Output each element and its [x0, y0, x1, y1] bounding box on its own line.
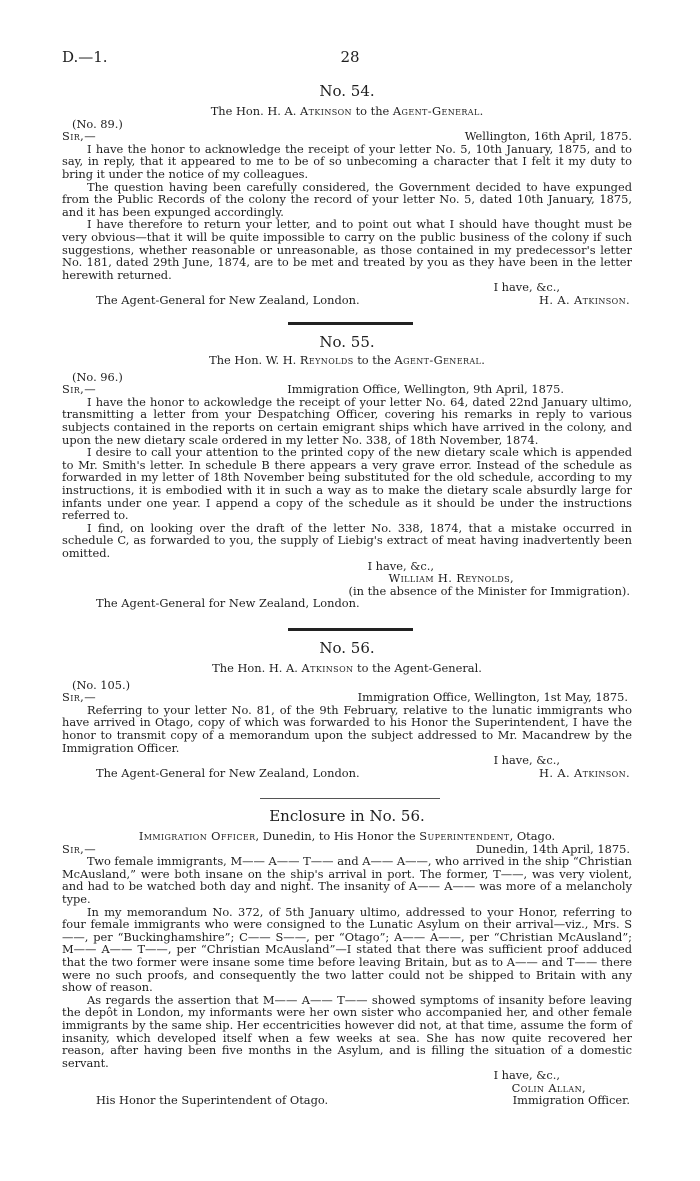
salutation: Sir,—	[62, 129, 96, 144]
place-date: Immigration Office, Wellington, 9th April, 1875.	[287, 382, 564, 397]
letter-reference: (No. 89.)	[72, 116, 123, 131]
signature-title: Immigration Officer.	[512, 1093, 630, 1108]
letter-reference: (No. 105.)	[72, 677, 131, 692]
document-id: D.—1.	[62, 48, 108, 66]
signature: H. A. Atkinson.	[538, 292, 630, 307]
letter-title: The Hon. H. A. Atkinson to the Agent-General.	[212, 661, 482, 675]
salutation: Sir,—	[62, 841, 96, 856]
signature: Colin Allan,	[511, 1080, 586, 1095]
addressee: His Honor the Superintendent of Otago.	[96, 1093, 329, 1108]
place-date: Dunedin, 14th April, 1875.	[475, 841, 630, 856]
addressee-row	[62, 294, 632, 307]
paragraph: I have the honor to ackowledge the receipt of your letter No. 64, dated 22nd January ultimo, transmitting a letter from your Despatching Officer, covering his remarks in reply to various subjects contained in the reports on certain emigrant ships which have arrived in the colony, and upon the new dietary scale ordered in my letter No. 338, of 18th November, 1874.	[62, 394, 632, 447]
paragraph: I have the honor to acknowledge the receipt of your letter No. 5, 10th January, 1875, and to say, in reply, that it appeared to me to be of so unbecoming a character that I felt it my duty to bring it under the notice of my colleagues.	[62, 141, 632, 181]
section-divider	[288, 628, 413, 631]
salutation-row	[62, 383, 632, 396]
enclosure-heading: Enclosure in No. 56.	[269, 807, 425, 825]
salutation-row	[62, 130, 632, 143]
addressee: The Agent-General for New Zealand, London.	[96, 765, 360, 780]
signature: H. A. Atkinson.	[538, 765, 630, 780]
closing: I have, &c.,	[493, 753, 560, 768]
paragraph: I find, on looking over the draft of the letter No. 338, 1874, that a mistake occurred in schedule C, as forwarded to you, the supply of Liebig's extract of meat having inadvertently been omitted.	[62, 520, 632, 560]
paragraph: As regards the assertion that M—— A—— T—— showed symptoms of insanity before leaving the depôt in London, my informants were her own sister who accompanied her, and other female immigrants by the same ship. Her eccentricities however did not, at that time, assume the form of insanity, which developed itself when a few weeks at sea. She has now quite recovered her reason, after having been five months in the Asylum, and is filling the situation of a domestic servant.	[62, 992, 632, 1070]
letter-56	[62, 640, 632, 779]
place-date: Immigration Office, Wellington, 1st May, 1875.	[357, 690, 628, 705]
salutation: Sir,—	[62, 382, 96, 397]
section-divider	[288, 322, 413, 325]
paragraph: Two female immigrants, M—— A—— T—— and A—— A——, who arrived in the ship “Christian McAusland,” were both insane on the ship's arrival in port. The former, T——, was very violent, and had to be watched both day and night. The insanity of A—— A—— was more of a melancholy type.	[62, 854, 632, 906]
signature: William H. Reynolds,	[388, 571, 514, 586]
closing: I have, &c.,	[493, 280, 560, 295]
paragraph: I desire to call your attention to the printed copy of the new dietary scale which is appended to Mr. Smith's letter. In schedule B there appears a very grave error. Instead of the schedule as forwarded in my letter of 18th November being substituted for the old schedule, according to my instructions, it is embodied with it in such a way as to make the dietary scale absurdly large for infants under one year. I append a copy of the schedule as it should be under the instructions referred to.	[62, 445, 632, 523]
paragraph: The question having been carefully considered, the Government decided to have expunged from the Public Records of the colony the record of your letter No. 5, dated 10th January, 1875, and it has been expunged accordingly.	[62, 179, 632, 219]
salutation-row	[62, 691, 632, 704]
paragraph: In my memorandum No. 372, of 5th January ultimo, addressed to your Honor, referring to four female immigrants who were consigned to the Lunatic Asylum on their arrival—viz., Mrs. S——, per “Buckinghamshire”; C—— S——, per “Otago”; A—— A——, per “Christian McAusland”; M—— A—— T——, per “Christian McAusland”—I stated that there was sufficient proof adduced that the two former were insane some time before leaving Britain, but as to A—— and T—— there were no such proofs, and consequently the two latter could not be shipped to Britain with any show of reason.	[62, 904, 632, 995]
letter-reference: (No. 96.)	[72, 369, 123, 384]
letter-number: No. 54.	[319, 82, 375, 100]
enclosure-title: Immigration Officer, Dunedin, to His Honor the Superintendent, Otago.	[138, 829, 556, 843]
paragraph: I have therefore to return your letter, and to point out what I should have thought must be very obvious—that it will be quite impossible to carry on the public business of the colony if such suggestions, whether reasonable or unreasonable, as those contained in my predecessor's letter No. 181, dated 29th June, 1874, are to be met and treated by you as they have been in the letter herewith returned.	[62, 217, 632, 282]
section-divider	[260, 798, 440, 799]
closing: I have, &c.,	[367, 558, 434, 573]
place-date: Wellington, 16th April, 1875.	[464, 129, 632, 144]
paragraph: Referring to your letter No. 81, of the 9th February, relative to the lunatic immigrants who have arrived in Otago, copy of which was forwarded to his Honor the Superintendent, I have the honor to transmit copy of a memorandum upon the subject addressed to Mr. Macandrew by the Immigration Officer.	[62, 702, 632, 755]
letter-title: The Hon. W. H. Reynolds to the Agent-General.	[209, 353, 485, 367]
signature-note: (in the absence of the Minister for Immigration).	[348, 583, 630, 598]
enclosure-56	[62, 808, 632, 1107]
addressee: The Agent-General for New Zealand, London.	[96, 596, 360, 611]
letter-title: The Hon. H. A. Atkinson to the Agent-General.	[210, 104, 484, 118]
letter-number: No. 56.	[319, 639, 375, 657]
letter-number: No. 55.	[319, 333, 375, 351]
addressee-row	[62, 767, 632, 780]
closing: I have, &c.,	[493, 1068, 560, 1083]
letter-55	[62, 334, 632, 610]
addressee-row	[62, 1094, 632, 1107]
page-number: 28	[340, 48, 360, 66]
addressee: The Agent-General for New Zealand, London.	[96, 292, 360, 307]
letter-54	[62, 83, 632, 307]
salutation: Sir,—	[62, 690, 96, 705]
